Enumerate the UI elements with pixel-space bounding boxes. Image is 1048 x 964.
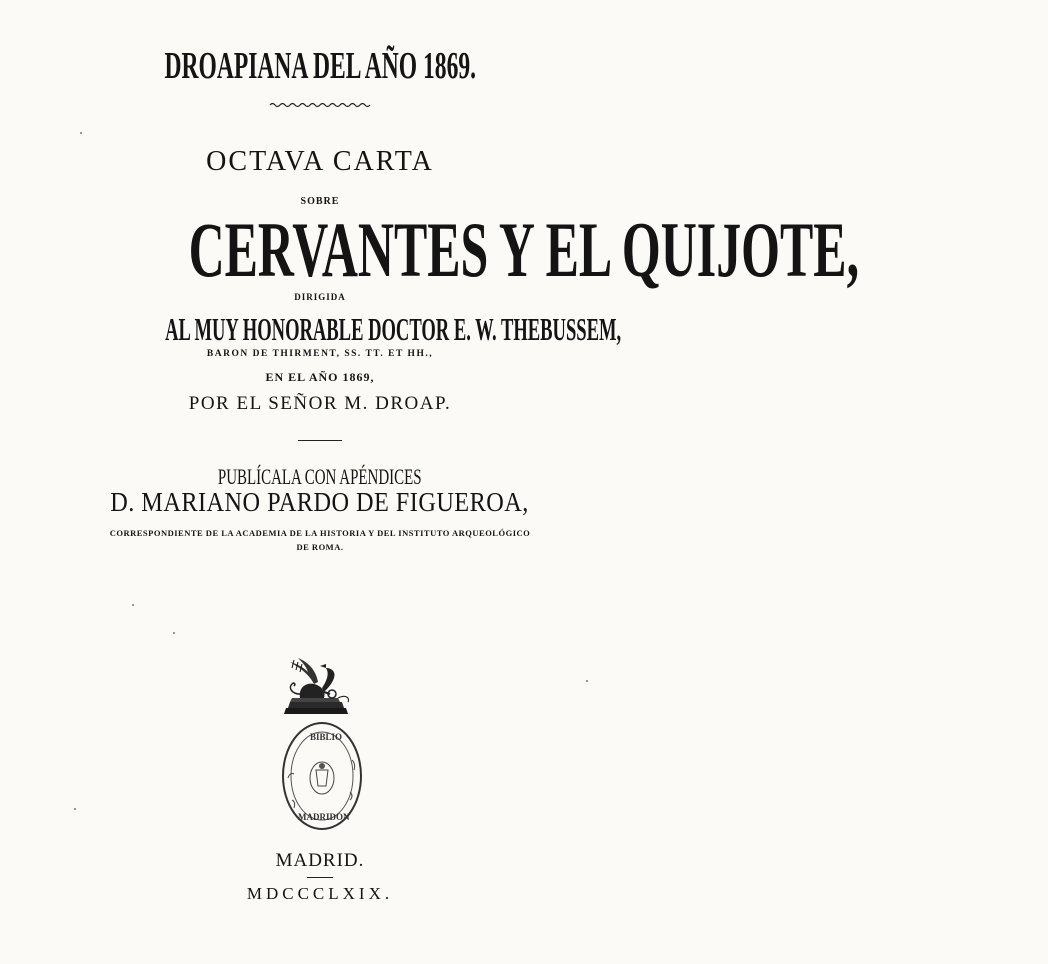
series-title: DROAPIANA DEL AÑO 1869. <box>164 45 476 87</box>
paper-speck <box>586 680 588 682</box>
paper-speck <box>80 132 82 134</box>
short-rule <box>298 440 342 441</box>
year-line: EN EL AÑO 1869, <box>265 370 375 384</box>
library-stamp <box>280 720 364 832</box>
paper-speck <box>132 604 134 606</box>
dirigida-label: DIRIGIDA <box>294 292 346 302</box>
imprint-year: MDCCCLXIX. <box>246 884 394 903</box>
letter-title: OCTAVA CARTA <box>206 146 434 177</box>
stamp-text-bottom: MADRIDON <box>298 812 350 822</box>
paper-speck <box>173 632 175 634</box>
main-title: CERVANTES Y EL QUIJOTE, <box>188 206 860 293</box>
addressee-titles: BARON DE THIRMENT, SS. TT. ET HH., <box>206 349 434 359</box>
paper-speck <box>74 808 76 810</box>
credentials-line-1: CORRESPONDIENTE DE LA ACADEMIA DE LA HISTORIA Y DEL INSTITUTO ARQUEOLÓGICO <box>109 528 531 538</box>
wavy-rule <box>270 101 370 109</box>
addressee: AL MUY HONORABLE DOCTOR E. W. THEBUSSEM, <box>165 311 622 347</box>
sobre-label: SOBRE <box>300 196 340 207</box>
credentials-line-2: DE ROMA. <box>296 542 344 552</box>
editor-name: D. MARIANO PARDO DE FIGUEROA, <box>110 487 530 517</box>
imprint-rule <box>307 877 333 878</box>
author-line: POR EL SEÑOR M. DROAP. <box>188 393 452 414</box>
griffin-printers-mark <box>268 654 362 718</box>
imprint-city: MADRID. <box>275 850 365 871</box>
stamp-text-top: BIBLIO <box>310 732 343 742</box>
publicala-line: PUBLÍCALA CON APÉNDICES <box>218 464 422 489</box>
